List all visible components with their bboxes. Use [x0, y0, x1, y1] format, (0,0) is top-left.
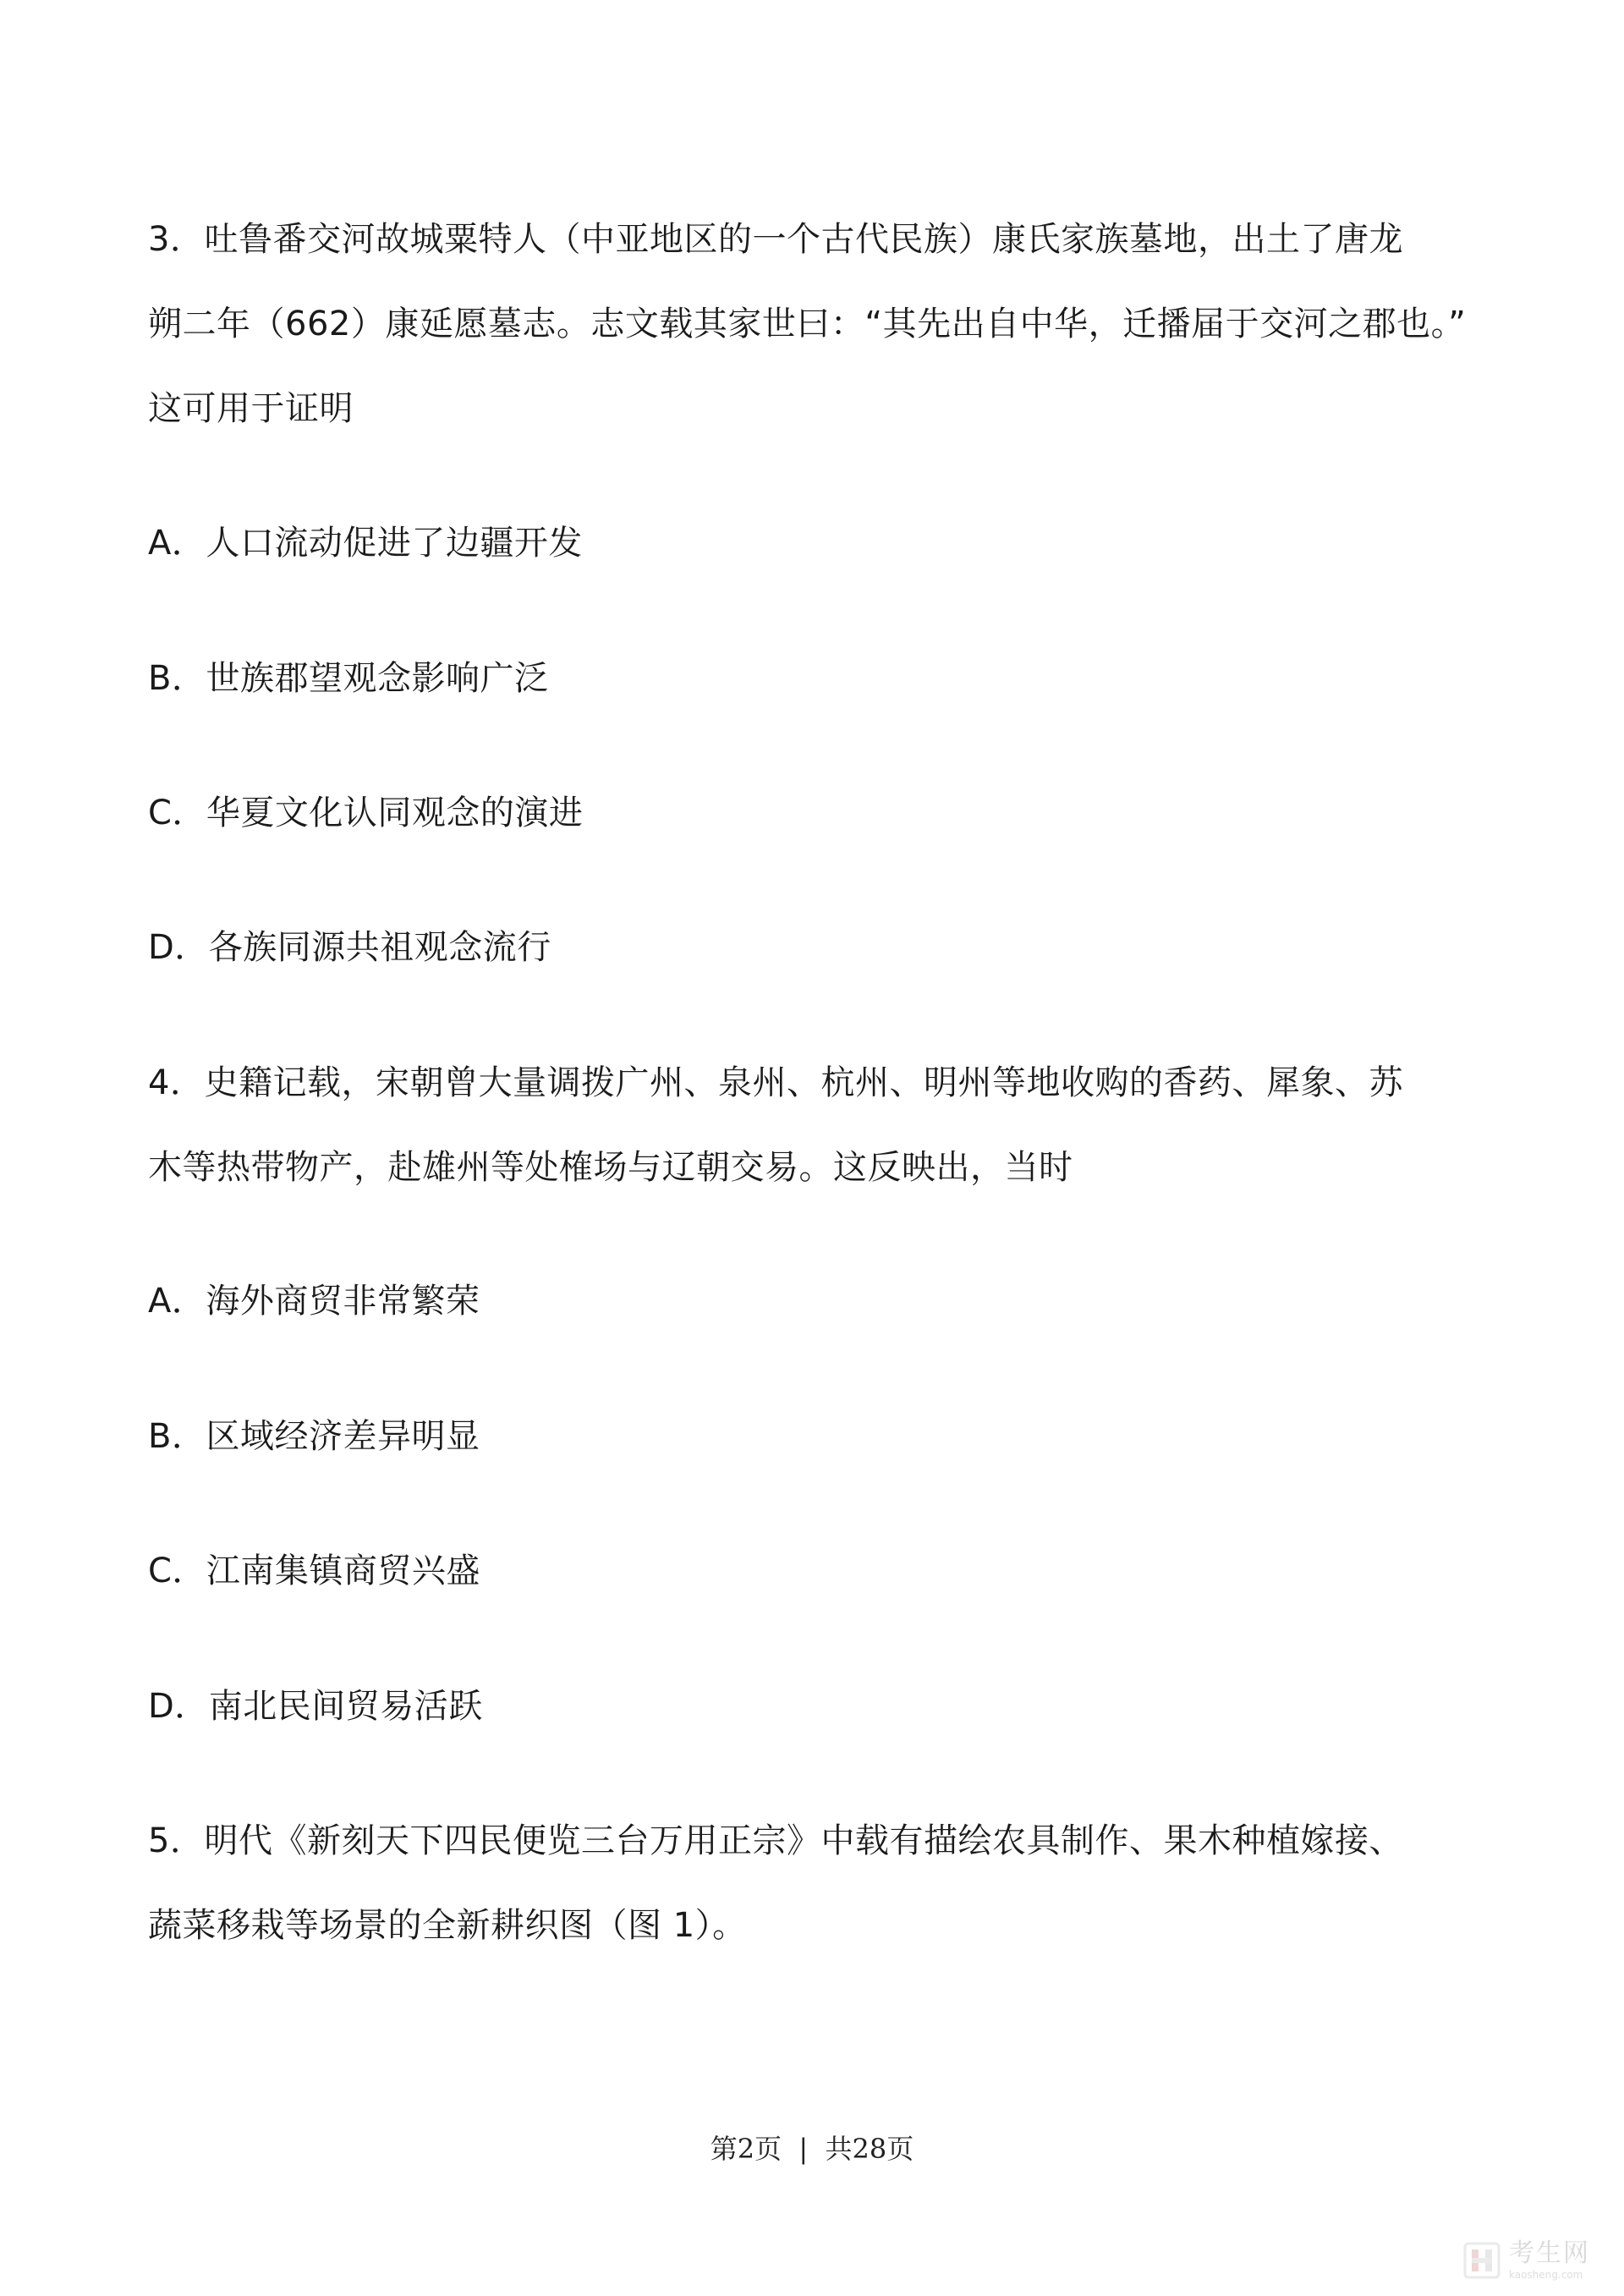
page-number-footer: 第2页 | 共28页 — [710, 2133, 914, 2165]
question-4-stem-line-1: 4．史籍记载，宋朝曾大量调拨广州、泉州、杭州、明州等地收购的香药、犀象、苏 — [148, 1063, 1403, 1102]
site-watermark — [1463, 2237, 1590, 2284]
question-5-stem-line-2: 蔬菜移栽等场景的全新耕织图（图 1）。 — [148, 1906, 747, 1945]
question-3-stem-line-3: 这可用于证明 — [148, 389, 354, 428]
question-4-stem-line-2: 木等热带物产，赴雄州等处榷场与辽朝交易。这反映出，当时 — [148, 1148, 1073, 1187]
watermark-domain: kaosheng.com — [1509, 2269, 1583, 2281]
question-4-option-c: C．江南集镇商贸兴盛 — [148, 1552, 480, 1590]
question-3-stem-line-1: 3．吐鲁番交河故城粟特人（中亚地区的一个古代民族）康氏家族墓地，出土了唐龙 — [148, 220, 1403, 259]
question-3-option-b: B．世族郡望观念影响广泛 — [148, 659, 549, 698]
question-3-option-d: D．各族同源共祖观念流行 — [148, 928, 551, 967]
question-3-stem-line-2: 朔二年（662）康延愿墓志。志文载其家世曰：“其先出自中华，迁播届于交河之郡也。” — [148, 305, 1467, 343]
watermark-logo-icon — [1463, 2242, 1501, 2279]
question-3-option-a: A．人口流动促进了边疆开发 — [148, 524, 583, 563]
question-5-stem-line-1: 5．明代《新刻天下四民便览三台万用正宗》中载有描绘农具制作、果木种植嫁接、 — [148, 1821, 1403, 1860]
watermark-name: 考生网 — [1509, 2238, 1590, 2268]
question-4-option-a: A．海外商贸非常繁荣 — [148, 1282, 480, 1321]
question-4-option-b: B．区域经济差异明显 — [148, 1417, 480, 1456]
question-3-option-c: C．华夏文化认同观念的演进 — [148, 794, 584, 832]
question-4-option-d: D．南北民间贸易活跃 — [148, 1687, 483, 1726]
